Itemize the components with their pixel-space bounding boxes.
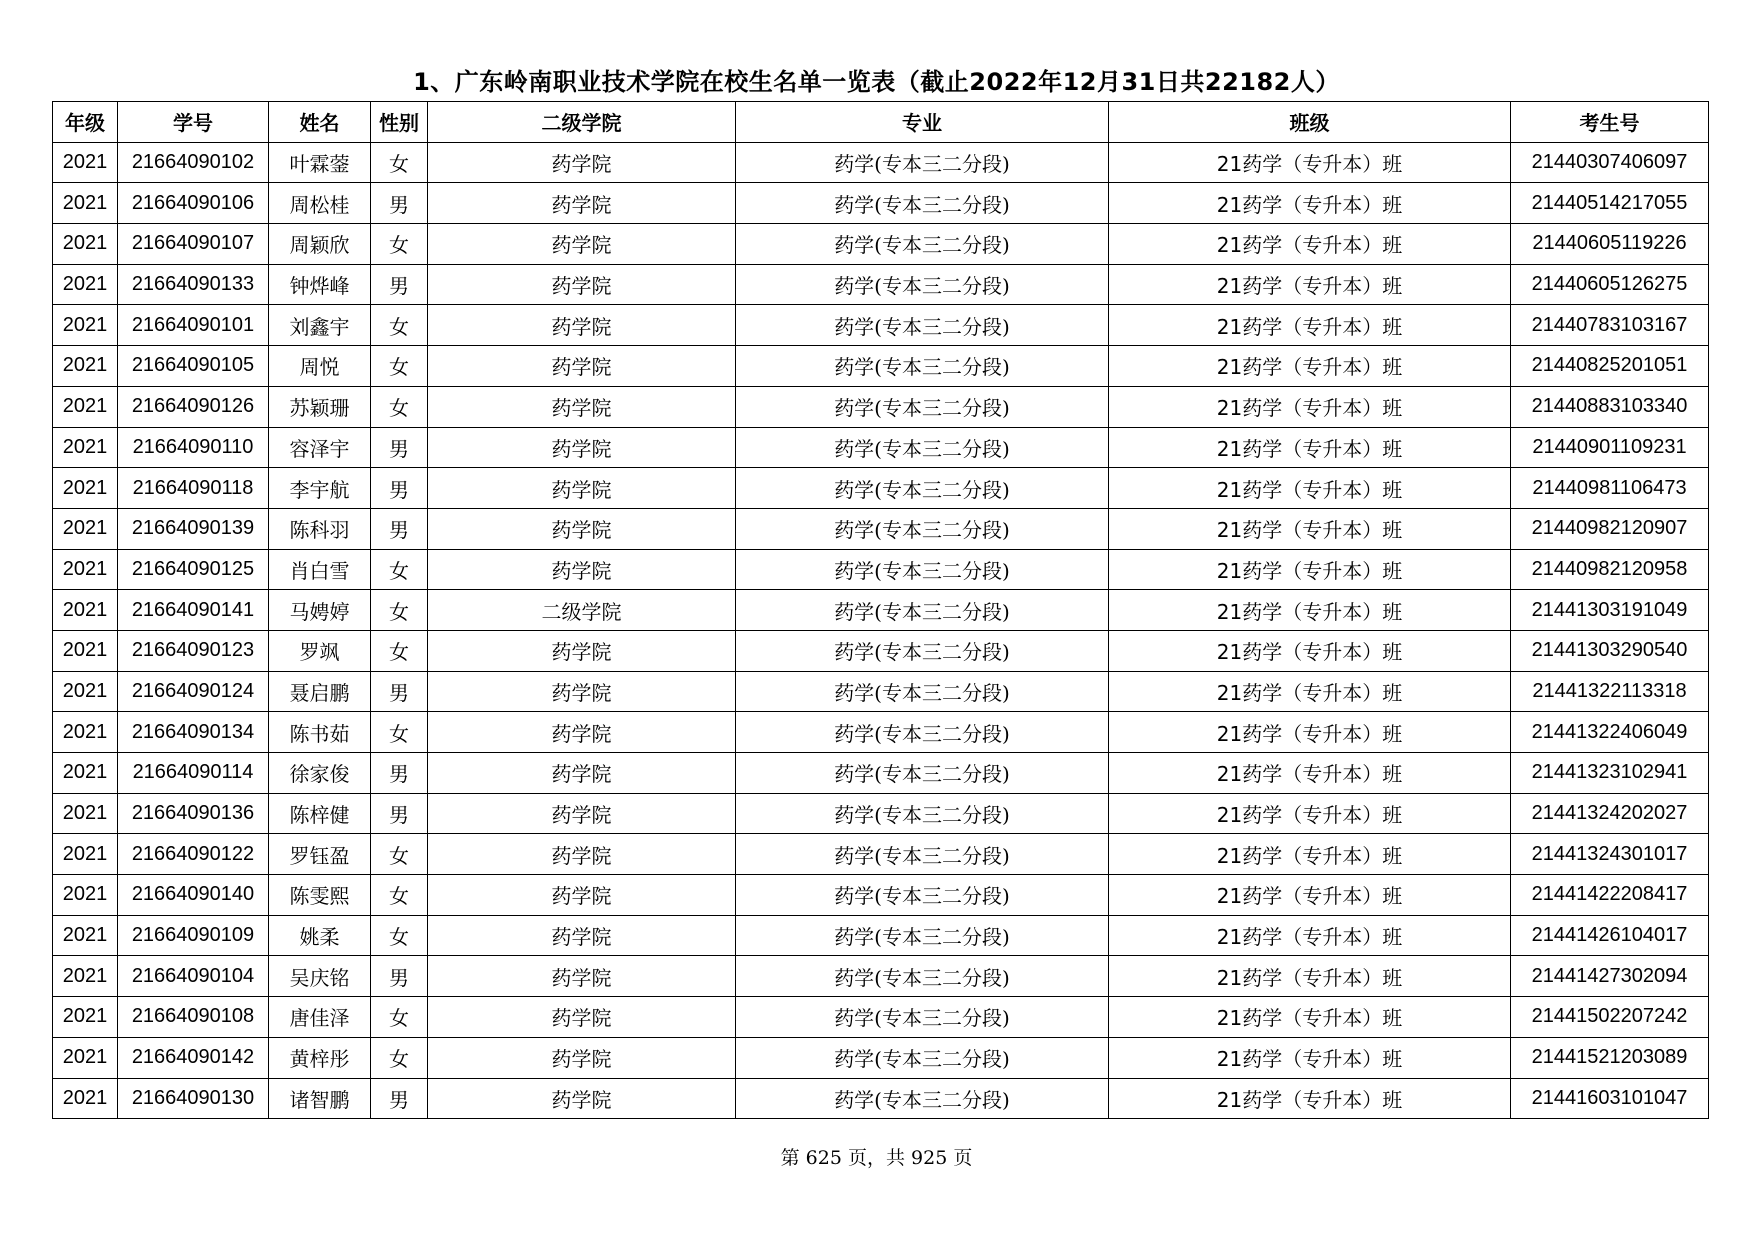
table-row: [53, 630, 1709, 671]
exam-number-cell: 21440982120958: [1511, 549, 1709, 590]
grade-cell: 2021: [53, 671, 118, 712]
table-row: [53, 346, 1709, 387]
gender-cell: 女: [371, 549, 428, 590]
student-id-cell: 21664090114: [118, 753, 269, 794]
class-cell: 21药学（专升本）班: [1109, 997, 1511, 1038]
gender-cell: 女: [371, 590, 428, 631]
grade-cell: 2021: [53, 712, 118, 753]
student-id-cell: 21664090134: [118, 712, 269, 753]
grade-cell: 2021: [53, 915, 118, 956]
table-row: [53, 590, 1709, 631]
student-id-cell: 21664090142: [118, 1037, 269, 1078]
college-cell: 药学院: [428, 915, 736, 956]
grade-cell: 2021: [53, 753, 118, 794]
class-cell: 21药学（专升本）班: [1109, 142, 1511, 183]
college-cell: 药学院: [428, 956, 736, 997]
name-cell: 容泽宇: [269, 427, 371, 468]
grade-cell: 2021: [53, 386, 118, 427]
major-cell: 药学(专本三二分段): [736, 346, 1109, 387]
student-id-cell: 21664090101: [118, 305, 269, 346]
student-id-cell: 21664090105: [118, 346, 269, 387]
exam-number-cell: 21440825201051: [1511, 346, 1709, 387]
student-id-cell: 21664090118: [118, 468, 269, 509]
table-row: [53, 1037, 1709, 1078]
major-cell: 药学(专本三二分段): [736, 671, 1109, 712]
grade-cell: 2021: [53, 590, 118, 631]
exam-number-cell: 21440883103340: [1511, 386, 1709, 427]
exam-number-cell: 21440307406097: [1511, 142, 1709, 183]
table-row: [53, 549, 1709, 590]
gender-cell: 男: [371, 508, 428, 549]
class-cell: 21药学（专升本）班: [1109, 346, 1511, 387]
table-row: [53, 915, 1709, 956]
gender-cell: 男: [371, 753, 428, 794]
gender-cell: 女: [371, 386, 428, 427]
major-cell: 药学(专本三二分段): [736, 997, 1109, 1038]
student-id-cell: 21664090140: [118, 875, 269, 916]
college-cell: 药学院: [428, 1037, 736, 1078]
exam-number-cell: 21441521203089: [1511, 1037, 1709, 1078]
table-row: [53, 1078, 1709, 1119]
class-cell: 21药学（专升本）班: [1109, 549, 1511, 590]
table-row: [53, 956, 1709, 997]
college-cell: 药学院: [428, 386, 736, 427]
exam-number-cell: 21440514217055: [1511, 183, 1709, 224]
major-cell: 药学(专本三二分段): [736, 834, 1109, 875]
major-cell: 药学(专本三二分段): [736, 549, 1109, 590]
exam-number-cell: 21441422208417: [1511, 875, 1709, 916]
exam-number-cell: 21440981106473: [1511, 468, 1709, 509]
student-id-cell: 21664090130: [118, 1078, 269, 1119]
college-cell: 药学院: [428, 142, 736, 183]
gender-cell: 女: [371, 305, 428, 346]
exam-number-cell: 21440901109231: [1511, 427, 1709, 468]
grade-cell: 2021: [53, 793, 118, 834]
student-id-cell: 21664090139: [118, 508, 269, 549]
major-cell: 药学(专本三二分段): [736, 630, 1109, 671]
class-cell: 21药学（专升本）班: [1109, 1037, 1511, 1078]
gender-cell: 男: [371, 468, 428, 509]
college-cell: 药学院: [428, 549, 736, 590]
column-header-exam-number: 考生号: [1511, 102, 1709, 143]
gender-cell: 男: [371, 183, 428, 224]
exam-number-cell: 21440982120907: [1511, 508, 1709, 549]
grade-cell: 2021: [53, 508, 118, 549]
major-cell: 药学(专本三二分段): [736, 590, 1109, 631]
gender-cell: 男: [371, 956, 428, 997]
name-cell: 罗飒: [269, 630, 371, 671]
gender-cell: 女: [371, 875, 428, 916]
name-cell: 陈梓健: [269, 793, 371, 834]
column-header-gender: 性别: [371, 102, 428, 143]
table-row: [53, 793, 1709, 834]
student-id-cell: 21664090110: [118, 427, 269, 468]
grade-cell: 2021: [53, 1037, 118, 1078]
name-cell: 黄梓彤: [269, 1037, 371, 1078]
college-cell: 药学院: [428, 224, 736, 265]
gender-cell: 男: [371, 1078, 428, 1119]
column-header-major: 专业: [736, 102, 1109, 143]
name-cell: 聂启鹏: [269, 671, 371, 712]
major-cell: 药学(专本三二分段): [736, 508, 1109, 549]
major-cell: 药学(专本三二分段): [736, 1037, 1109, 1078]
grade-cell: 2021: [53, 346, 118, 387]
college-cell: 药学院: [428, 671, 736, 712]
gender-cell: 女: [371, 346, 428, 387]
class-cell: 21药学（专升本）班: [1109, 305, 1511, 346]
name-cell: 刘鑫宇: [269, 305, 371, 346]
table-row: [53, 264, 1709, 305]
name-cell: 叶霖蓥: [269, 142, 371, 183]
student-id-cell: 21664090125: [118, 549, 269, 590]
major-cell: 药学(专本三二分段): [736, 753, 1109, 794]
name-cell: 陈科羽: [269, 508, 371, 549]
table-row: [53, 427, 1709, 468]
table-row: [53, 224, 1709, 265]
grade-cell: 2021: [53, 224, 118, 265]
major-cell: 药学(专本三二分段): [736, 386, 1109, 427]
page-number: 第 625 页，共 925 页: [780, 1147, 973, 1169]
major-cell: 药学(专本三二分段): [736, 793, 1109, 834]
class-cell: 21药学（专升本）班: [1109, 427, 1511, 468]
student-id-cell: 21664090123: [118, 630, 269, 671]
gender-cell: 男: [371, 671, 428, 712]
class-cell: 21药学（专升本）班: [1109, 915, 1511, 956]
major-cell: 药学(专本三二分段): [736, 305, 1109, 346]
exam-number-cell: 21441323102941: [1511, 753, 1709, 794]
college-cell: 二级学院: [428, 590, 736, 631]
class-cell: 21药学（专升本）班: [1109, 468, 1511, 509]
grade-cell: 2021: [53, 875, 118, 916]
name-cell: 周松桂: [269, 183, 371, 224]
grade-cell: 2021: [53, 1078, 118, 1119]
gender-cell: 女: [371, 712, 428, 753]
table-row: [53, 142, 1709, 183]
name-cell: 姚柔: [269, 915, 371, 956]
table-row: [53, 468, 1709, 509]
name-cell: 诸智鹏: [269, 1078, 371, 1119]
student-id-cell: 21664090141: [118, 590, 269, 631]
class-cell: 21药学（专升本）班: [1109, 1078, 1511, 1119]
major-cell: 药学(专本三二分段): [736, 915, 1109, 956]
grade-cell: 2021: [53, 183, 118, 224]
exam-number-cell: 21441603101047: [1511, 1078, 1709, 1119]
major-cell: 药学(专本三二分段): [736, 427, 1109, 468]
student-id-cell: 21664090122: [118, 834, 269, 875]
exam-number-cell: 21441324301017: [1511, 834, 1709, 875]
college-cell: 药学院: [428, 875, 736, 916]
exam-number-cell: 21440783103167: [1511, 305, 1709, 346]
college-cell: 药学院: [428, 468, 736, 509]
student-id-cell: 21664090107: [118, 224, 269, 265]
gender-cell: 女: [371, 142, 428, 183]
table-row: [53, 671, 1709, 712]
exam-number-cell: 21441502207242: [1511, 997, 1709, 1038]
gender-cell: 男: [371, 427, 428, 468]
name-cell: 马娉婷: [269, 590, 371, 631]
table-row: [53, 875, 1709, 916]
class-cell: 21药学（专升本）班: [1109, 956, 1511, 997]
class-cell: 21药学（专升本）班: [1109, 508, 1511, 549]
gender-cell: 女: [371, 224, 428, 265]
grade-cell: 2021: [53, 264, 118, 305]
name-cell: 唐佳泽: [269, 997, 371, 1038]
college-cell: 药学院: [428, 712, 736, 753]
college-cell: 药学院: [428, 834, 736, 875]
table-row: [53, 712, 1709, 753]
exam-number-cell: 21440605119226: [1511, 224, 1709, 265]
major-cell: 药学(专本三二分段): [736, 264, 1109, 305]
name-cell: 陈书茹: [269, 712, 371, 753]
college-cell: 药学院: [428, 264, 736, 305]
class-cell: 21药学（专升本）班: [1109, 712, 1511, 753]
major-cell: 药学(专本三二分段): [736, 712, 1109, 753]
name-cell: 李宇航: [269, 468, 371, 509]
name-cell: 吴庆铭: [269, 956, 371, 997]
class-cell: 21药学（专升本）班: [1109, 183, 1511, 224]
major-cell: 药学(专本三二分段): [736, 875, 1109, 916]
college-cell: 药学院: [428, 997, 736, 1038]
column-header-student-id: 学号: [118, 102, 269, 143]
exam-number-cell: 21440605126275: [1511, 264, 1709, 305]
name-cell: 钟烨峰: [269, 264, 371, 305]
table-row: [53, 508, 1709, 549]
table-row: [53, 305, 1709, 346]
table-row: [53, 753, 1709, 794]
student-id-cell: 21664090109: [118, 915, 269, 956]
exam-number-cell: 21441426104017: [1511, 915, 1709, 956]
student-id-cell: 21664090133: [118, 264, 269, 305]
class-cell: 21药学（专升本）班: [1109, 875, 1511, 916]
student-id-cell: 21664090126: [118, 386, 269, 427]
gender-cell: 女: [371, 997, 428, 1038]
college-cell: 药学院: [428, 793, 736, 834]
major-cell: 药学(专本三二分段): [736, 468, 1109, 509]
grade-cell: 2021: [53, 305, 118, 346]
college-cell: 药学院: [428, 1078, 736, 1119]
gender-cell: 男: [371, 793, 428, 834]
student-id-cell: 21664090108: [118, 997, 269, 1038]
column-header-college: 二级学院: [428, 102, 736, 143]
major-cell: 药学(专本三二分段): [736, 956, 1109, 997]
gender-cell: 女: [371, 1037, 428, 1078]
table-header-row: [53, 102, 1709, 143]
grade-cell: 2021: [53, 549, 118, 590]
class-cell: 21药学（专升本）班: [1109, 224, 1511, 265]
college-cell: 药学院: [428, 346, 736, 387]
grade-cell: 2021: [53, 834, 118, 875]
major-cell: 药学(专本三二分段): [736, 1078, 1109, 1119]
grade-cell: 2021: [53, 427, 118, 468]
student-id-cell: 21664090104: [118, 956, 269, 997]
page-title: 1、广东岭南职业技术学院在校生名单一览表（截止2022年12月31日共22182人）: [413, 68, 1340, 96]
student-id-cell: 21664090106: [118, 183, 269, 224]
major-cell: 药学(专本三二分段): [736, 142, 1109, 183]
table-body: [53, 142, 1709, 1119]
student-id-cell: 21664090124: [118, 671, 269, 712]
exam-number-cell: 21441303191049: [1511, 590, 1709, 631]
gender-cell: 女: [371, 630, 428, 671]
name-cell: 周颖欣: [269, 224, 371, 265]
name-cell: 周悦: [269, 346, 371, 387]
class-cell: 21药学（专升本）班: [1109, 630, 1511, 671]
name-cell: 苏颖珊: [269, 386, 371, 427]
table-row: [53, 386, 1709, 427]
student-roster-table: [52, 101, 1709, 1119]
grade-cell: 2021: [53, 630, 118, 671]
name-cell: 陈雯熙: [269, 875, 371, 916]
exam-number-cell: 21441322113318: [1511, 671, 1709, 712]
column-header-name: 姓名: [269, 102, 371, 143]
class-cell: 21药学（专升本）班: [1109, 264, 1511, 305]
exam-number-cell: 21441324202027: [1511, 793, 1709, 834]
student-id-cell: 21664090136: [118, 793, 269, 834]
exam-number-cell: 21441322406049: [1511, 712, 1709, 753]
class-cell: 21药学（专升本）班: [1109, 386, 1511, 427]
gender-cell: 女: [371, 834, 428, 875]
college-cell: 药学院: [428, 508, 736, 549]
college-cell: 药学院: [428, 630, 736, 671]
college-cell: 药学院: [428, 753, 736, 794]
column-header-class: 班级: [1109, 102, 1511, 143]
class-cell: 21药学（专升本）班: [1109, 671, 1511, 712]
major-cell: 药学(专本三二分段): [736, 224, 1109, 265]
grade-cell: 2021: [53, 142, 118, 183]
class-cell: 21药学（专升本）班: [1109, 793, 1511, 834]
grade-cell: 2021: [53, 956, 118, 997]
name-cell: 罗钰盈: [269, 834, 371, 875]
table-row: [53, 183, 1709, 224]
major-cell: 药学(专本三二分段): [736, 183, 1109, 224]
college-cell: 药学院: [428, 305, 736, 346]
class-cell: 21药学（专升本）班: [1109, 753, 1511, 794]
class-cell: 21药学（专升本）班: [1109, 834, 1511, 875]
college-cell: 药学院: [428, 183, 736, 224]
gender-cell: 女: [371, 915, 428, 956]
grade-cell: 2021: [53, 468, 118, 509]
table-row: [53, 834, 1709, 875]
name-cell: 肖白雪: [269, 549, 371, 590]
exam-number-cell: 21441427302094: [1511, 956, 1709, 997]
table-row: [53, 997, 1709, 1038]
gender-cell: 男: [371, 264, 428, 305]
class-cell: 21药学（专升本）班: [1109, 590, 1511, 631]
college-cell: 药学院: [428, 427, 736, 468]
grade-cell: 2021: [53, 997, 118, 1038]
column-header-grade: 年级: [53, 102, 118, 143]
student-id-cell: 21664090102: [118, 142, 269, 183]
name-cell: 徐家俊: [269, 753, 371, 794]
exam-number-cell: 21441303290540: [1511, 630, 1709, 671]
